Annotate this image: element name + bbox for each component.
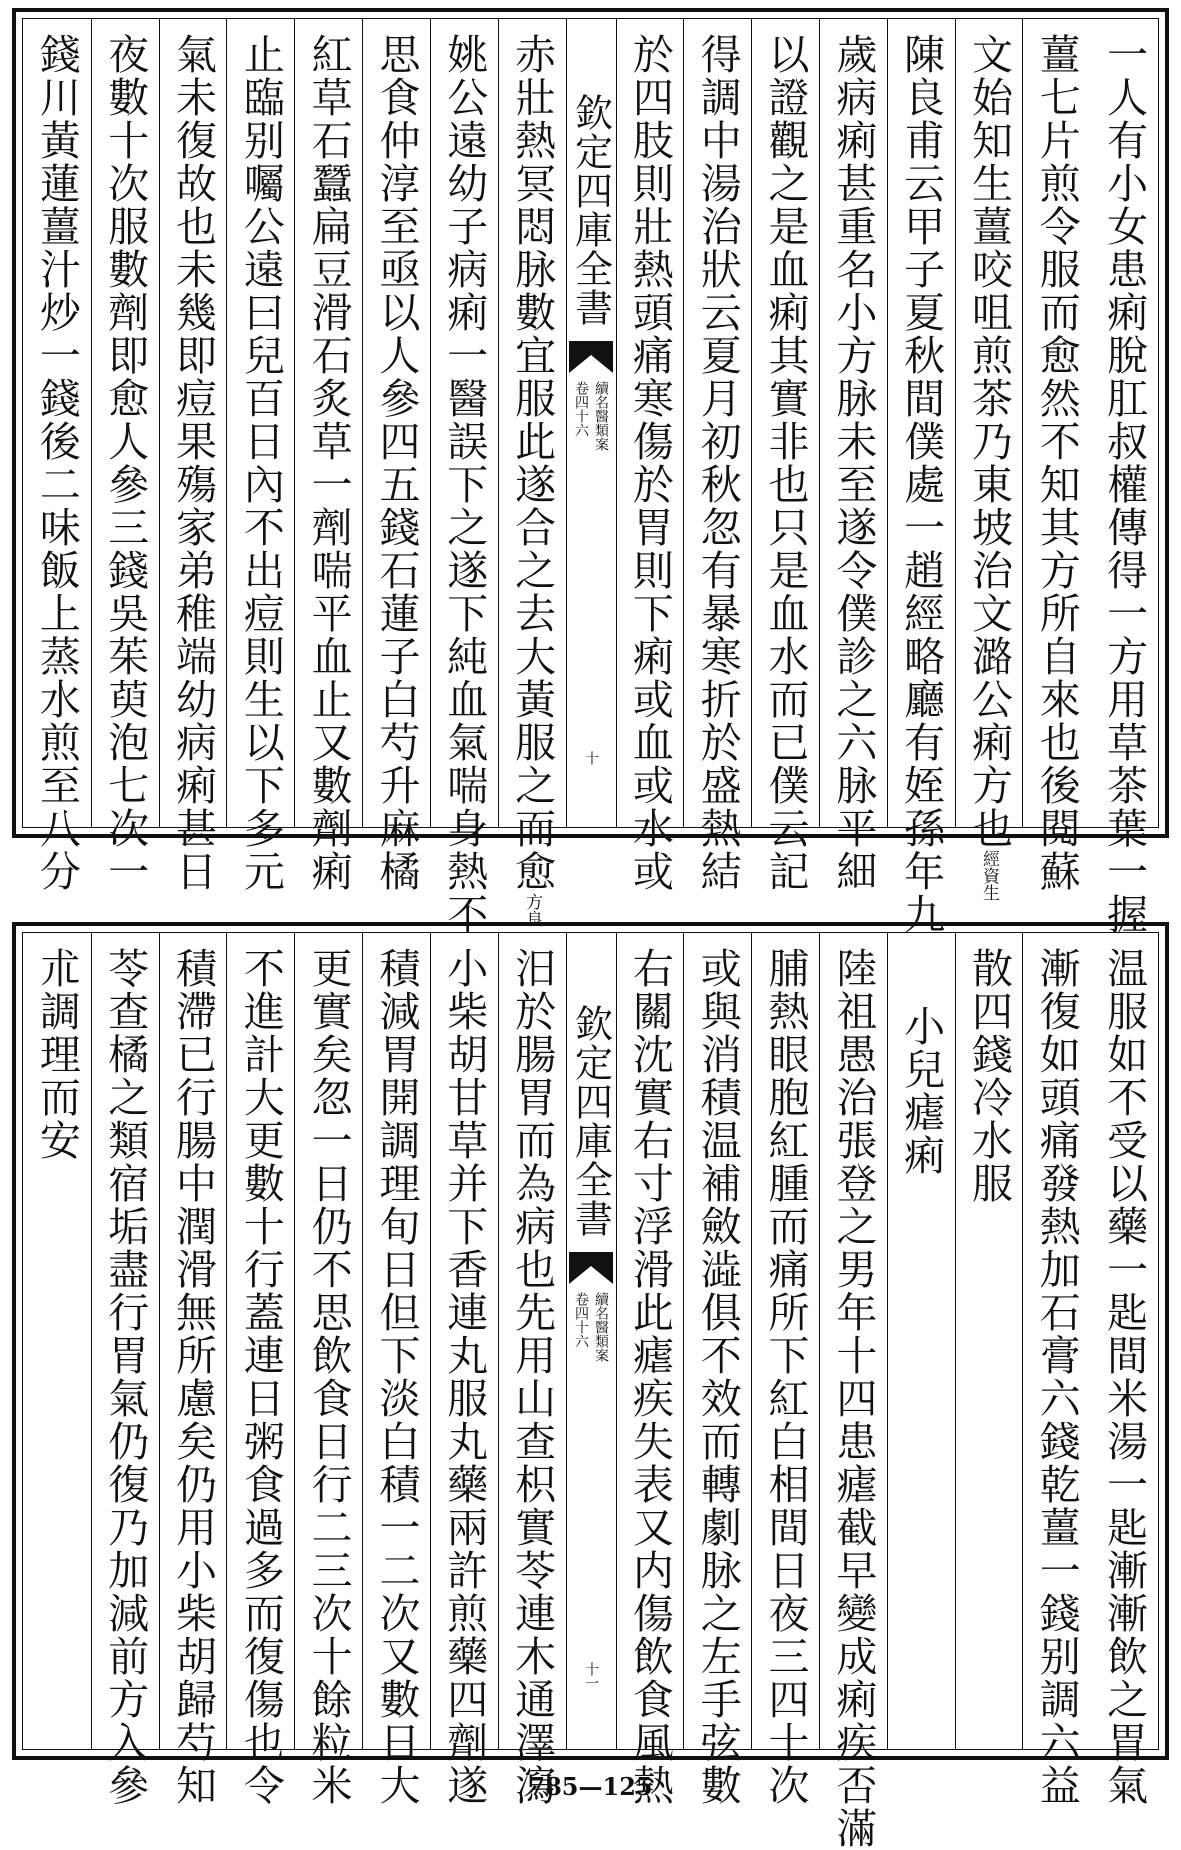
text-column: [1022, 19, 1090, 893]
column-main-text: 以證觀之是血痢其實非也只是血水而已僕云記: [761, 33, 810, 893]
column-text: [892, 933, 950, 1749]
column-main-text: 夜數十次服數劑即愈人參三錢吳茱萸泡七次一: [101, 33, 150, 893]
text-column: [430, 19, 498, 936]
top-page-text-frame: [22, 18, 1159, 936]
column-text: [621, 19, 679, 893]
column-main-text: 朮調理而安: [32, 947, 81, 1162]
column-text: [232, 933, 290, 1807]
column-text: [689, 19, 747, 893]
top-page: [12, 8, 1169, 936]
column-text: [435, 19, 493, 936]
column-main-text: 姚公遠幼子病痢一醫誤下之遂下純血氣喘身熱不: [440, 33, 489, 936]
column-main-text: 右關沈實右寸浮滑此瘧疾失表又内傷飲食風熱: [625, 947, 674, 1807]
book-subtitle: 續名醫類案: [593, 381, 609, 451]
book-title: 欽定四庫全書: [568, 93, 613, 327]
page-number: 785—125: [528, 1772, 653, 1801]
column-main-text: 思食仲淳至亟以人參四五錢石蓮子白芍升麻橘: [372, 33, 421, 893]
column-main-text: 或與消積温補斂澁俱不效而轉劇脉之左手弦數: [693, 947, 742, 1807]
column-text: [1028, 19, 1086, 893]
text-column: [887, 933, 955, 1749]
text-column: [498, 933, 566, 1807]
column-text: [824, 19, 882, 893]
text-column: [955, 933, 1023, 1749]
text-column: [294, 933, 362, 1807]
text-column: [819, 19, 887, 893]
fishtail-mark-icon: [569, 341, 613, 373]
book-subtitle: 卷四十六: [573, 1292, 589, 1348]
annotation-note-line: 良: [522, 910, 543, 927]
column-main-text: 陸祖愚治張登之男年十四患瘧截早變成痢疾否滿: [829, 947, 878, 1850]
column-text: [1095, 933, 1153, 1807]
column-text: [435, 933, 493, 1807]
text-column: [751, 19, 819, 893]
column-text: [892, 19, 950, 936]
column-text: [164, 19, 222, 893]
text-column: [1090, 933, 1158, 1807]
column-text: [1028, 933, 1086, 1807]
column-text: [300, 19, 358, 893]
annotation-note-line: 方: [522, 893, 543, 910]
fishtail-mark-icon: [569, 1252, 613, 1284]
column-main-text: 紅草石蠶扁豆滑石炙草一劑喘平血止又數劑痢: [304, 33, 353, 893]
column-main-text: 赤壯熱冥悶脉數宜服此遂合之去大黃服之而愈: [508, 33, 557, 893]
column-text: [757, 933, 815, 1807]
text-column: [683, 933, 751, 1807]
center-fold-column: [566, 19, 616, 827]
annotation-note: [979, 850, 999, 901]
column-main-text: 散四錢冷水服: [964, 947, 1013, 1205]
column-main-text: 漸復如頭痛發熱加石膏六錢乾薑一錢别調六益: [1032, 947, 1081, 1807]
annotation-note-line: 經: [978, 850, 999, 867]
column-main-text: 氣未復故也未幾即痘果殤家弟稚端幼病痢甚日: [169, 33, 218, 893]
column-text: [300, 933, 358, 1807]
text-column: [819, 933, 887, 1850]
column-text: [960, 933, 1018, 1749]
column-main-text: 文始知生薑咬咀煎茶乃東坡治文潞公痢方也: [964, 33, 1013, 850]
text-column: [1022, 933, 1090, 1807]
column-text: [28, 19, 86, 893]
column-text: [367, 19, 425, 893]
column-text: [96, 933, 154, 1807]
text-column: [159, 933, 227, 1807]
column-text: [757, 19, 815, 893]
column-main-text: 小柴胡甘草并下香連丸服丸藥兩許煎藥四劑遂: [440, 947, 489, 1807]
text-column: [294, 19, 362, 893]
column-text: [232, 19, 290, 893]
column-main-text: 温服如不受以藥一匙間米湯一匙漸漸飲之胃氣: [1100, 947, 1149, 1807]
column-text: [367, 933, 425, 1807]
text-column: [159, 19, 227, 893]
column-main-text: 薑七片煎令服而愈然不知其方所自來也後閱蘇: [1032, 33, 1081, 893]
column-main-text: 苓查橘之類宿垢盡行胃氣仍復乃加減前方入參: [101, 947, 150, 1807]
book-subtitle: 卷四十六: [573, 381, 589, 437]
column-text: [621, 933, 679, 1807]
folio-number: 十: [583, 751, 599, 765]
text-column: [751, 933, 819, 1807]
text-column: [955, 19, 1023, 901]
column-text: [96, 19, 154, 893]
text-column: [226, 19, 294, 893]
column-main-text: 汨於腸胃而為病也先用山查枳實苓連木通澤瀉: [508, 947, 557, 1807]
book-title: 欽定四庫全書: [568, 1004, 613, 1238]
text-column: [91, 933, 159, 1807]
column-text: [503, 933, 561, 1807]
text-column: [616, 19, 684, 893]
text-column: [226, 933, 294, 1807]
text-column: [498, 19, 566, 927]
text-column: [23, 933, 91, 1749]
column-main-text: 陳良甫云甲子夏秋間僕處一趙經略廳有姪孫年九: [897, 33, 946, 936]
column-main-text: 一人有小女患痢脫肛叔權傳得一方用草茶葉一握: [1100, 33, 1149, 936]
text-column: [683, 19, 751, 893]
column-main-text: 錢川黃蓮薑汁炒一錢後二味飯上蒸水煎至八分: [32, 33, 81, 893]
column-main-text: 歲病痢甚重名小方脉未至遂令僕診之六脉平細: [829, 33, 878, 893]
text-column: [887, 19, 955, 936]
column-text: [960, 19, 1018, 901]
text-column: [23, 19, 91, 893]
column-main-text: 積滯已行腸中潤滑無所慮矣仍用小柴胡歸芍知: [169, 947, 218, 1807]
text-column: [430, 933, 498, 1807]
text-column: [1090, 19, 1158, 936]
annotation-note-line: 資生: [978, 867, 999, 901]
column-text: [689, 933, 747, 1807]
column-text: [824, 933, 882, 1850]
column-main-text: 脯熱眼胞紅腫而痛所下紅白相間日夜三四十次: [761, 947, 810, 1807]
column-main-text: 得調中湯治狀云夏月初秋忽有暴寒折於盛熱結: [693, 33, 742, 893]
text-column: [91, 19, 159, 893]
text-column: [362, 19, 430, 893]
column-main-text: 不進計大更數十行蓋連日粥食過多而復傷也令: [236, 947, 285, 1807]
column-text: [164, 933, 222, 1807]
column-main-text: 止臨别囑公遠曰兒百日內不出痘則生以下多元: [236, 33, 285, 893]
column-text: [28, 933, 86, 1749]
column-text: [1095, 19, 1153, 936]
column-text: [503, 19, 561, 927]
text-column: [616, 933, 684, 1807]
text-column: [362, 933, 430, 1807]
center-fold-column: [566, 933, 616, 1749]
column-main-text: 積減胃開調理旬日但下淡白積一二次又數日大: [372, 947, 421, 1807]
folio-number: 十一: [583, 1662, 599, 1690]
column-main-text: 小兒瘧痢: [897, 1005, 946, 1177]
column-main-text: 更實矣忽一日仍不思飲食日行二三次十餘粒米: [304, 947, 353, 1807]
column-main-text: 於四肢則壯熱頭痛寒傷於胃則下痢或血或水或: [625, 33, 674, 893]
book-subtitle: 續名醫類案: [593, 1292, 609, 1362]
